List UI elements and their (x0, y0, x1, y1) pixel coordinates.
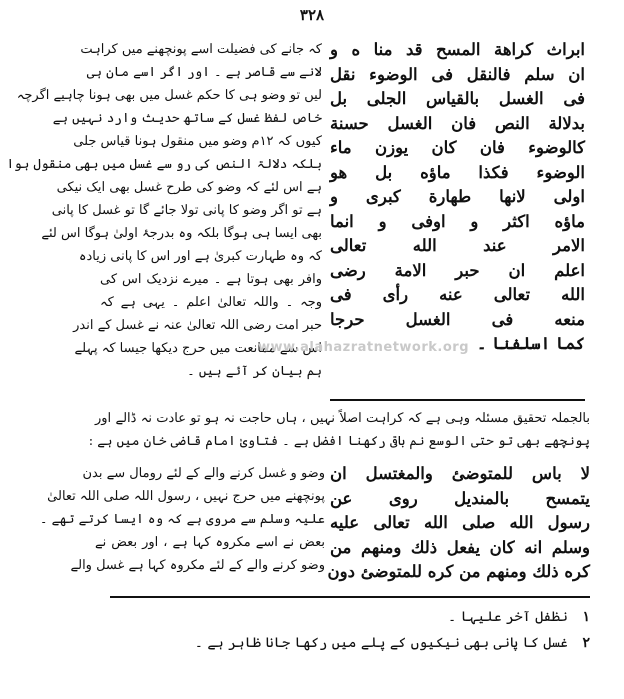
footnote-marker: ۱ (582, 609, 590, 625)
urdu-line: ہے اس لئے کہ وضو کی طرح غسل بھی ایک نیکی (56, 180, 322, 195)
arabic-column-lower (327, 462, 590, 585)
page-number: ۳۲۸ (299, 6, 325, 24)
arabic-line: الوضوء فكذا ماؤه بل هو (330, 162, 585, 182)
arabic-line: فى الغسل بالقياس الجلى بل (330, 89, 585, 108)
arabic-line: اولى لانها طهارة كبرى و (330, 187, 585, 206)
urdu-line: وضو و غسل کرنے والے کے لئے رومال سے بدن (82, 466, 325, 481)
arabic-column-upper (330, 38, 585, 357)
urdu-line: ہم بیان کر آئے ہیں ۔ (187, 364, 322, 379)
urdu-column-upper (6, 38, 322, 383)
arabic-line: لا باس للمتوضئ والمغتسل ان (330, 464, 590, 483)
urdu-line: بعض نے اسے مکروہ کہا ہے ، اور بعض نے (95, 535, 325, 550)
arabic-line: كما اسلفنا ۔ (476, 334, 585, 353)
urdu-line: حبر امت رضی اللہ تعالیٰ عنہ نے غسل کے اندر (73, 318, 322, 333)
arabic-line: بدلالة النص فان الغسل حسنة (330, 113, 585, 133)
urdu-line: کہ جانے کی فضیلت اسے پونچھنے میں کراہت (80, 42, 322, 57)
urdu-line: علیہ وسلم سے مروی ہے کہ وہ ایسا کرتے تھے ۔ (39, 512, 325, 527)
watermark: www.alahazratnetwork.org (258, 340, 469, 355)
urdu-line: کیوں کہ ۱۲م وضو میں منقول ہونا قیاس جلی (73, 134, 322, 149)
arabic-line: كالوضوء فان كان يوزن ماء (330, 138, 585, 157)
urdu-line: لیں تو وضو ہی کا حکم غسل میں بھی ہونا چاہیے اگرچہ (16, 88, 322, 103)
urdu-line: پونچھے بھی تو حتی الوسع نم باقی رکھنا افضل ہے ۔ فتاویٰ امام قاضی خان میں ہے : (88, 434, 590, 449)
arabic-line: وسلم انه كان يفعل ذلك ومنهم من (330, 537, 590, 557)
footnote-marker: ۲ (582, 635, 590, 651)
section-divider (330, 399, 585, 401)
urdu-line: بھی ایسا ہی ہوگا بلکہ وہ بدرجۂ اولیٰ ہوگا اس لئے (41, 226, 322, 241)
urdu-line: اس سے ممانعت میں حرج دیکھا جیسا کہ پہلے (74, 341, 322, 356)
footnote (100, 630, 590, 656)
arabic-line: الامر عند الله تعالى (330, 236, 585, 255)
urdu-line: پونچھنے میں حرج نہیں ، رسول اللہ صلی اللہ تعالیٰ (47, 489, 325, 504)
arabic-line: ابراث كراهة المسح قد منا ه و (330, 40, 585, 59)
arabic-line: ماؤه اكثر و اوفى و انما (330, 211, 585, 231)
arabic-line: رسول الله صلى الله تعالى عليه (330, 513, 590, 532)
arabic-line: يتمسح بالمنديل روى عن (330, 488, 590, 508)
urdu-line: ہے تو اگر وضو کا پانی تولا جائے گا تو غسل کا پانی (51, 203, 322, 218)
arabic-line: ان سلم فالنقل فى الوضوء نقل (330, 64, 585, 84)
arabic-line: الله تعالى عنه رأى فى (330, 285, 585, 304)
urdu-line: وافر بھی ہوتا ہے ۔ میرے نزدیک اس کی (100, 272, 322, 287)
urdu-line: کہ وہ طہارت کبریٰ ہے اور اس کا پانی زیادہ (78, 249, 322, 264)
footnote (100, 604, 590, 630)
footnote-divider (110, 596, 590, 598)
footnotes (100, 604, 590, 656)
urdu-paragraph-full-width (88, 407, 590, 453)
arabic-line: اعلم ان حبر الامة رضى (330, 260, 585, 280)
urdu-line: بالجملہ تحقیق مسئلہ وہی ہے کہ کراہت اصلاً نہیں ، ہاں حاجت نہ ہو تو عادت نہ ڈالے اور (95, 411, 590, 426)
urdu-line: بلکہ دلالۃ النص کی رو سے غسل میں بھی منقول ہوا (6, 157, 322, 172)
urdu-line: وجہ ۔ واللہ تعالیٰ اعلم ۔ یہی ہے کہ (100, 295, 322, 310)
urdu-line: خاص لفظ غسل کے ساتھ حدیث وارد نہیں ہے (52, 111, 322, 126)
arabic-line: كره ذلك ومنهم من كره للمتوضئ دون (327, 562, 590, 581)
urdu-line: لانے سے قاصر ہے ۔ اور اگر اسے مان ہی (86, 65, 322, 80)
urdu-line: وضو کرنے والے کے لئے مکروہ کہا ہے غسل والے (70, 558, 325, 573)
footnote-text: نظفل آخر علیہا ۔ (448, 609, 569, 625)
urdu-column-lower (39, 462, 325, 577)
arabic-line: منعه فى الغسل حرجا (330, 309, 585, 329)
footnote-text: غسل کا پانی بھی نیکیوں کے پلے میں رکھا جانا ظاہر ہے ۔ (194, 635, 569, 651)
